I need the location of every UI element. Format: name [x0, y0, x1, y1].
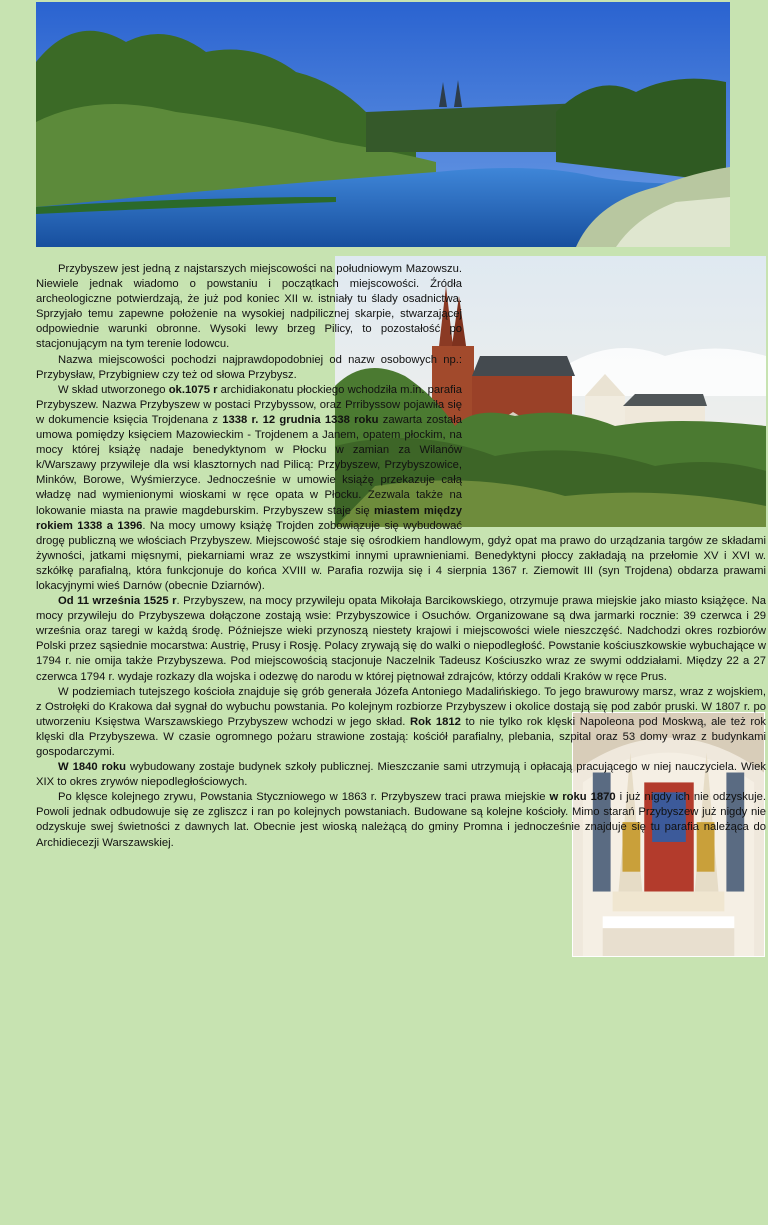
- paragraph-school: W 1840 roku wybudowany zostaje budynek szkoły publicznej. Mieszczanie sami utrzymują i opłacają pracującego w niej nauczyciela. Wiek XIX to okres zrywów niepodległościowych.: [36, 761, 767, 789]
- article-text: [36, 262, 766, 1225]
- paragraph-name: Nazwa miejscowości pochodzi najprawdopodobniej od nazw osobowych np.: Przybysław, Przybigniew czy też od słowa Przybysz.: [36, 353, 462, 381]
- paragraph-town-rights: Od 11 września 1525 r. Przybyszew, na mocy przywileju opata Mikołaja Barcikowskiego, otrzymuje prawa miejskie jako miasto książęce. Na mocy przywileju do Przybyszewa dołączone zostają wsie: Przybyszowice i Osuchów. Organizowane są dwa jarmarki rocznie: 39 czerwca i 29 września oraz taregi w każdą środę. Późniejsze wieki przynoszą niestety krajowi i miejscowości wiele nieszczęść. Nadchodzi okres rozbiorów Polski przez sąsiednie mocarstwa: Austrię, Prusy i Rosję. Polacy zrywają się do walki o niepodległość. Powstanie kościuszkowskie wybuchające w 1794 r. nie omija także Przybyszewa. Pod miejscowością stacjonuje Naczelnik Tadeusz Kościuszko wraz ze swymi oddziałami. Między 22 a 27 czerwca 1794 r. wydaje rozkazy dla wojska i odezwę do narodu w której piętnował zdrajców, którzy oddali Kraków w ręce Prus.: [36, 595, 767, 683]
- paragraph-archdeaconry: W skład utworzonego ok.1075 r archidiakonatu płockiego wchodziła m.in. parafia Przybyszew. Nazwa Przybyszew w postaci Przybyssow, oraz Prribyssow pojawiła się w dokumencie księcia Trojdenana z 1338 r. 12 grudnia 1338 roku zawarta została umowa pomiędzy księciem Mazowieckim - Trojdenem a Janem, opatem płockim, na mocy której książę nadaje benedyktynom w Płocku w zamian za Wilanów k/Warszawy przywileje dla wsi klasztornych nad Pilicą: Przybyszew, Przybyszowice, Minków, Borowe, Wyśmierzyce. Jednocześnie w umowie książę przekazuje całą władzę nad wymienionymi wioskami w ręce opata w Płocku. Zezwala także na lokowanie miasta na prawie magdeburskim. Przybyszew staje się miastem między rokiem 1338 a 1396. Na mocy umowy książę Trojden zobowiązuje się wybudować drogę publiczną we włościach Przybyszew. Miejscowość staje się ośrodkiem handlowym, gdyż opat ma prawo do urządzania targów ze składami żywności, jatkami mięsnymi, piekarniami wraz ze wszystkimi innymi uprawnieniami. Benedyktyni płoccy zakładają na przełomie XV i XVI w. szkółkę parafialną, która funkcjonuje do końca XVIII w. Parafia rozwija się i 4 sierpnia 1367 r. Ziemowit III (syn Trojdena) obdarza prawami lokacyjnymi wieś Darnów (obecnie Dziarnów).: [36, 383, 766, 592]
- paragraph-madalinski: W podziemiach tutejszego kościoła znajduje się grób generała Józefa Antoniego Madalińskiego. To jego brawurowy marsz, wraz z wojskiem, z Ostrołęki do Krakowa dał sygnał do wybuchu powstania. Po kolejnym rozbiorze Przybyszew i okolice dostają się pod zabór pruski. W 1807 r. po utworzeniu Księstwa Warszawskiego Przybyszew wchodzi w jego skład. Rok 1812 to nie tylko rok klęski Napoleona pod Moskwą, ale też rok klęski dla Przybyszewa. W czasie ogromnego pożaru strawione zostają: kościół parafialny, plebania, szpital oraz 53 domy wraz z budynkami gospodarczymi.: [36, 685, 766, 758]
- paragraph-present: Po klęsce kolejnego zrywu, Powstania Styczniowego w 1863 r. Przybyszew traci prawa miejskie w roku 1870 i już nigdy ich nie odzyskuje. Powoli jednak odbudowuje się ze zgliszcz i ran po kolejnych powstaniach. Budowane są kolejne kościoły. Mimo starań Przybyszew już nigdy nie odzyskuje swej świetności z dawnych lat. Obecnie jest wioską należącą do gminy Promna i jednocześnie znajduje się tu parafia należąca do Archidiecezji Warszawskiej.: [36, 791, 766, 849]
- paragraph-origins: Przybyszew jest jedną z najstarszych miejscowości na południowym Mazowszu. Niewiele jednak wiadomo o powstaniu i początkach miejscowości. Źródła archeologiczne potwierdzają, że już pod koniec XII w. istniały tu ślady osadnictwa. Sprzyjało temu zapewne położenie na wysokiej nadpilicznej skarpie, stwarzającej odpowiednie warunki obronne. Wysoki lewy brzeg Pilicy, to pozostałość po stacjonującym na tym terenie lodowcu.: [36, 263, 462, 351]
- river-landscape-photo: [36, 2, 730, 247]
